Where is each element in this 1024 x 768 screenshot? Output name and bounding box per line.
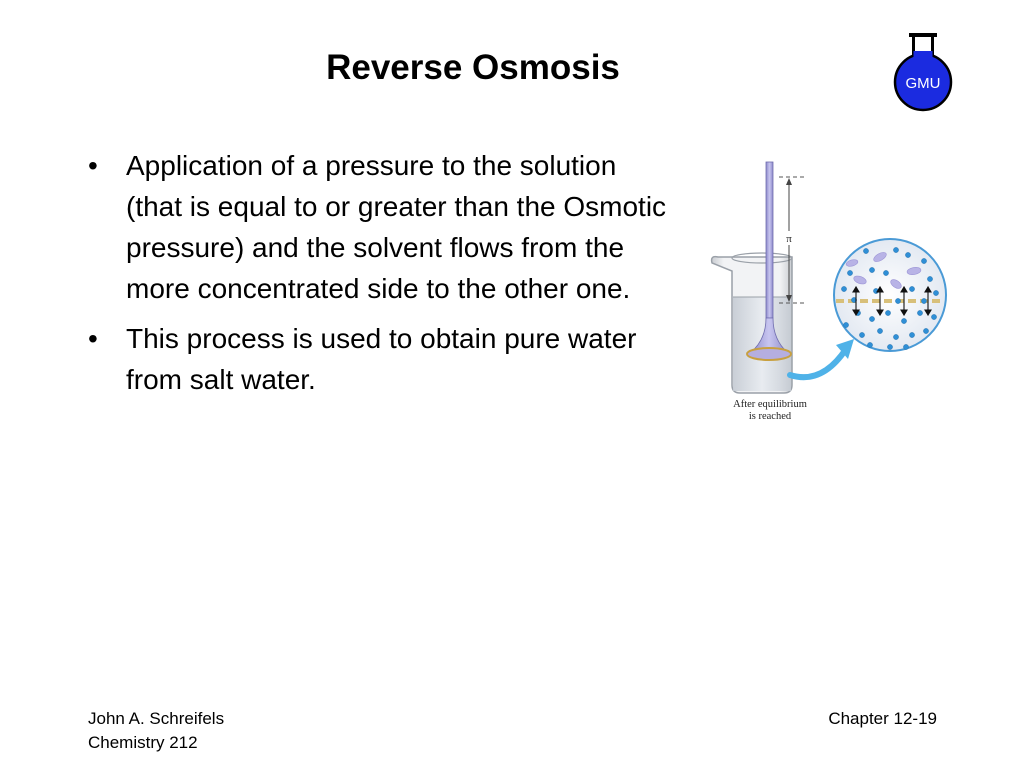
footer-left <box>88 707 224 755</box>
footer-author: John A. Schreifels <box>88 709 225 728</box>
flask-icon <box>895 33 951 110</box>
bullet-list <box>88 145 678 409</box>
logo-text: GMU <box>905 75 941 92</box>
beaker <box>712 253 792 393</box>
caption-line-2: is reached <box>748 411 792 422</box>
footer-page-number: Chapter 12-19 <box>828 709 937 728</box>
magnified-view <box>834 239 946 351</box>
bullet-text: Application of a pressure to the solution (that is equal to or greater than the Osmotic pressure) and the solvent flows from the more concentrated side to the other one. <box>126 150 667 304</box>
figure-caption <box>712 399 828 423</box>
gmu-flask-logo <box>890 30 956 114</box>
bullet-item <box>88 145 678 309</box>
footer-course: Chemistry 212 <box>88 733 198 752</box>
osmosis-figure <box>700 155 960 435</box>
bullet-text: This process is used to obtain pure water from salt water. <box>126 323 637 395</box>
bullet-marker: • <box>88 150 98 181</box>
slide-title: Reverse Osmosis <box>326 48 620 87</box>
bullet-marker: • <box>88 323 98 354</box>
zoom-arrow-icon <box>790 339 854 377</box>
caption-line-1: After equilibrium <box>733 399 807 410</box>
pi-label: π <box>786 233 792 245</box>
bullet-item <box>88 318 678 400</box>
